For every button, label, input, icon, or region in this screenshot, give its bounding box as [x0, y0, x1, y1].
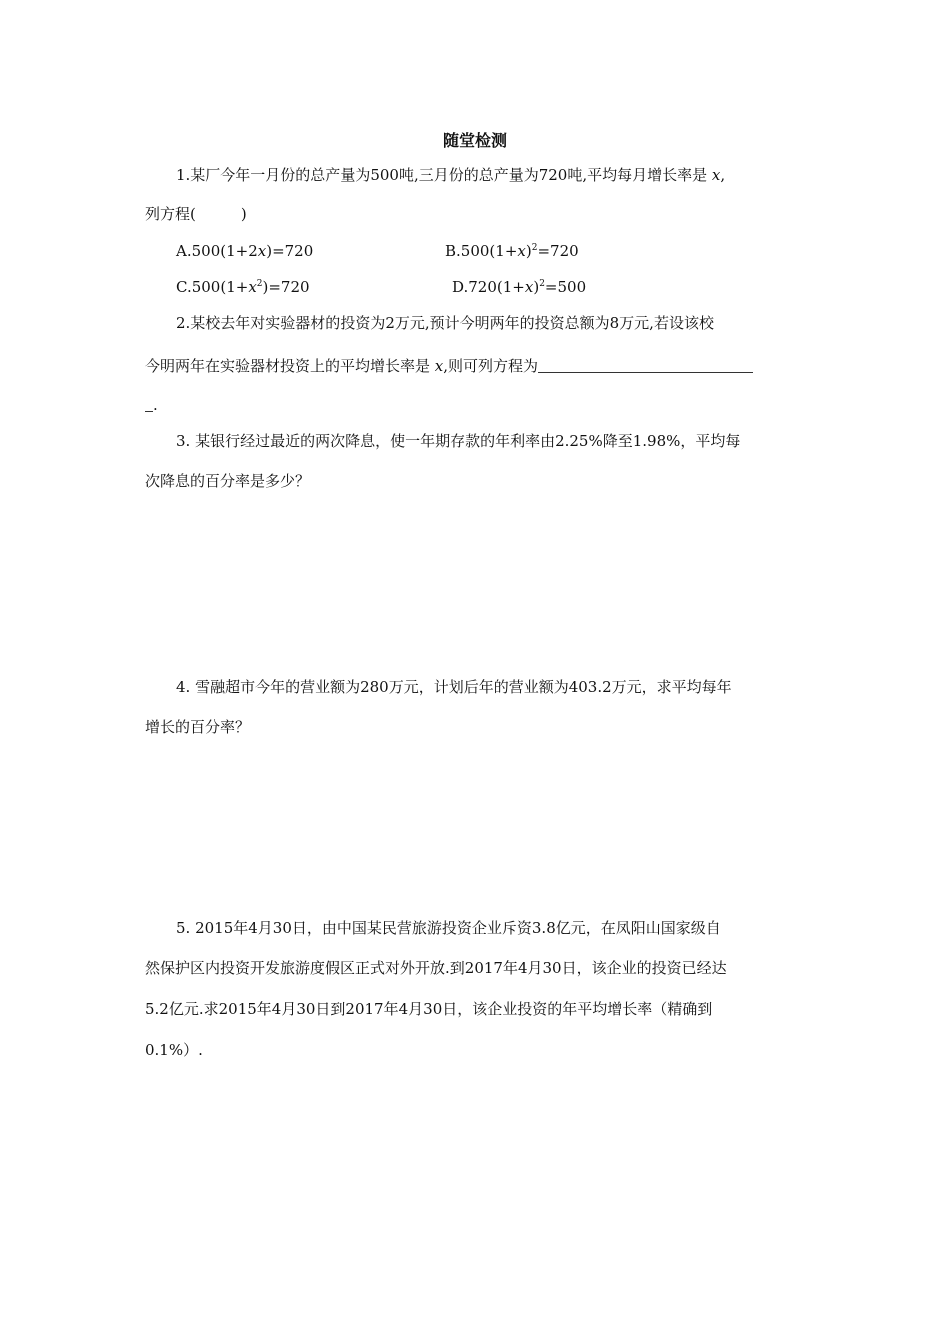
option-b-mid: ) [525, 242, 532, 260]
option-a [176, 241, 313, 261]
option-b [445, 241, 579, 261]
option-d-pre: D.720(1+ [452, 278, 525, 296]
question-2-line-1: 2.某校去年对实验器材的投资为2万元,预计今明两年的投资总额为8万元,若设该校 [176, 314, 714, 332]
option-b-post: =720 [537, 242, 579, 260]
option-d-exponent: 2 [539, 279, 545, 289]
option-c-exponent: 2 [256, 279, 263, 289]
q1-text-end: , [720, 166, 726, 184]
question-1-line-1 [176, 165, 725, 185]
question-5-line-4: 0.1%）. [145, 1041, 203, 1059]
q2-variable: x [434, 357, 444, 375]
question-4-line-1: 4. 雪融超市今年的营业额为280万元，计划后年的营业额为403.2万元，求平均每年 [176, 678, 732, 696]
q2-period: . [153, 396, 158, 414]
option-d-var: x [524, 278, 534, 296]
q2-text: 今明两年在实验器材投资上的平均增长率是 [145, 357, 435, 375]
option-c-var: x [248, 278, 257, 296]
q2-text-end: ,则可列方程为 [443, 357, 539, 375]
option-d-mid: ) [533, 278, 540, 296]
option-a-var: x [257, 242, 267, 260]
question-5-line-1: 5. 2015年4月30日，由中国某民营旅游投资企业斥资3.8亿元，在凤阳山国家级自 [176, 919, 721, 937]
option-c-pre: C.500(1+ [176, 278, 249, 296]
option-a-post: )=720 [266, 242, 314, 260]
question-1-line-2: 列方程( ) [145, 205, 247, 223]
question-4-line-2: 增长的百分率？ [145, 718, 251, 736]
question-3-line-1: 3. 某银行经过最近的两次降息，使一年期存款的年利率由2.25%降至1.98%，平均每 [176, 432, 741, 450]
q1-variable: x [711, 166, 721, 184]
option-d-post: =500 [544, 278, 587, 296]
option-d [452, 277, 586, 297]
option-b-pre: B.500(1+ [445, 242, 518, 260]
answer-blank-end[interactable] [145, 397, 153, 412]
option-c [176, 277, 310, 297]
option-a-pre: A.500(1+2 [176, 242, 258, 260]
page-title: 随堂检测 [442, 131, 507, 150]
question-2-line-3 [145, 395, 158, 415]
question-2-line-2 [145, 356, 753, 376]
option-b-var: x [517, 242, 526, 260]
question-3-line-2: 次降息的百分率是多少？ [145, 472, 311, 490]
q1-text: 1.某厂今年一月份的总产量为500吨,三月份的总产量为720吨,平均每月增长率是 [176, 166, 712, 184]
option-b-exponent: 2 [531, 243, 538, 253]
option-c-post: )=720 [262, 278, 310, 296]
question-5-line-2: 然保护区内投资开发旅游度假区正式对外开放.到2017年4月30日，该企业的投资已经达 [145, 959, 727, 977]
question-5-line-3: 5.2亿元.求2015年4月30日到2017年4月30日，该企业投资的年平均增长率（精确到 [145, 1000, 713, 1018]
answer-blank[interactable] [538, 358, 753, 373]
